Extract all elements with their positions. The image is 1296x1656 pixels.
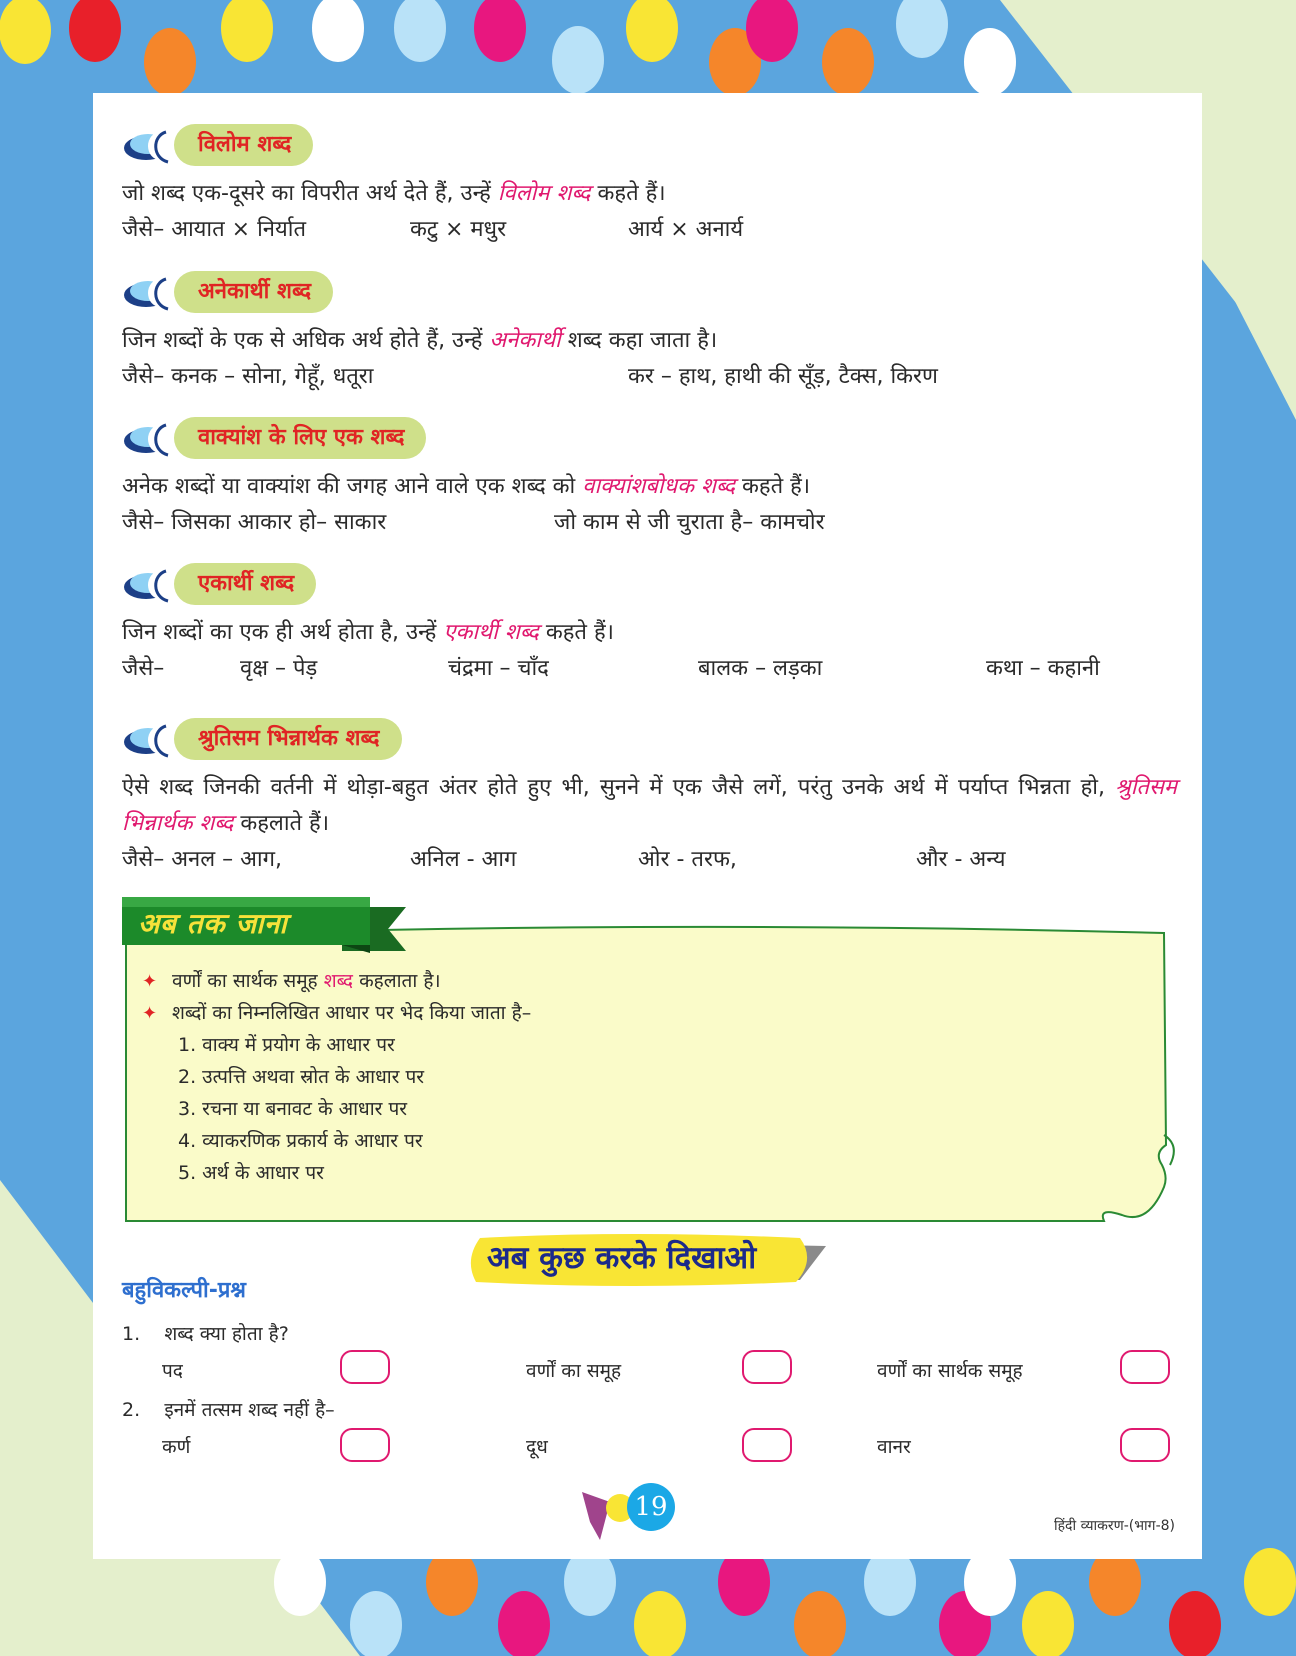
section-heading: वाक्यांश के लिए एक शब्द (174, 417, 426, 459)
example-item: चंद्रमा – चाँद (448, 656, 549, 681)
list-item: 2. उत्पत्ति अथवा स्रोत के आधार पर (178, 1066, 425, 1088)
section-shrutisam (122, 716, 1177, 878)
star-bullet-icon: ✦ (142, 1003, 158, 1024)
definition: जिन शब्दों के एक से अधिक अर्थ होते हैं, उन्हें अनेकार्थी शब्द कहा जाता है। (122, 328, 718, 353)
answer-checkbox[interactable] (742, 1428, 792, 1462)
examples-row (122, 505, 1177, 541)
page-number: 19 (627, 1483, 675, 1531)
highlight-term: शब्द (323, 970, 354, 992)
example-item: और - अन्य (916, 847, 1006, 872)
section-ekarthi (122, 561, 1177, 687)
example-item: जो काम से जी चुराता है– कामचोर (554, 510, 825, 535)
example-item: जैसे– (122, 656, 165, 681)
swoosh-icon (122, 722, 178, 758)
example-item: कर – हाथ, हाथी की सूँड़, टैक्स, किरण (628, 364, 938, 389)
highlight-term: एकार्थी शब्द (443, 620, 539, 645)
answer-checkbox[interactable] (1120, 1350, 1170, 1384)
example-item: जैसे– कनक – सोना, गेहूँ, धतूरा (122, 364, 374, 389)
question: 1. शब्द क्या होता है? (122, 1323, 289, 1345)
examples-row (122, 651, 1177, 687)
section-heading: अनेकार्थी शब्द (174, 271, 333, 313)
mcq-title: बहुविकल्पी-प्रश्न (122, 1278, 246, 1303)
list-item: 5. अर्थ के आधार पर (178, 1162, 324, 1184)
example-item: आर्य × अनार्य (628, 217, 744, 242)
swoosh-icon (122, 275, 178, 311)
option-label: दूध (526, 1436, 548, 1458)
example-item: बालक – लड़का (698, 656, 823, 681)
examples-row (122, 842, 1177, 878)
list-item: 3. रचना या बनावट के आधार पर (178, 1098, 408, 1120)
example-item: कटु × मधुर (410, 217, 507, 242)
example-item: कथा – कहानी (986, 656, 1100, 681)
swoosh-icon (122, 567, 178, 603)
summary-list (142, 965, 1142, 1189)
option-label: वर्णों का समूह (526, 1360, 622, 1382)
answer-checkbox[interactable] (340, 1350, 390, 1384)
activity-banner-title: अब कुछ करके दिखाओ (487, 1240, 757, 1276)
example-item: जैसे– आयात × निर्यात (122, 217, 306, 242)
example-item: वृक्ष – पेड़ (240, 656, 318, 681)
definition: जो शब्द एक-दूसरे का विपरीत अर्थ देते हैं, उन्हें विलोम शब्द कहते हैं। (122, 181, 666, 206)
list-item: 1. वाक्य में प्रयोग के आधार पर (178, 1034, 395, 1056)
example-item: ओर - तरफ, (638, 847, 737, 872)
list-item: ✦ शब्दों का निम्नलिखित आधार पर भेद किया जाता है– (142, 997, 1142, 1029)
definition: जिन शब्दों का एक ही अर्थ होता है, उन्हें एकार्थी शब्द कहते हैं। (122, 620, 614, 645)
example-item: जैसे– अनल – आग, (122, 847, 282, 872)
highlight-term: वाक्यांशबोधक शब्द (582, 474, 736, 499)
examples-row (122, 359, 1177, 395)
highlight-term: विलोम शब्द (497, 181, 591, 206)
star-bullet-icon: ✦ (142, 971, 158, 992)
example-item: अनिल - आग (410, 847, 517, 872)
definition: अनेक शब्दों या वाक्यांश की जगह आने वाले एक शब्द को वाक्यांशबोधक शब्द कहते हैं। (122, 474, 811, 499)
definition: ऐसे शब्द जिनकी वर्तनी में थोड़ा-बहुत अंतर होते हुए भी, सुनने में एक जैसे लगें, परंतु उनके अर्थ में पर्याप्त भिन्नता हो, श्रुतिसम भिन्नार्थक शब्द कहलाते हैं। (122, 775, 1177, 836)
section-anekarthi (122, 269, 1177, 395)
answer-checkbox[interactable] (340, 1428, 390, 1462)
list-item: 4. व्याकरणिक प्रकार्य के आधार पर (178, 1130, 423, 1152)
option-label: वानर (877, 1436, 911, 1458)
highlight-term: श्रुतिसम भिन्नार्थक शब्द (122, 775, 1177, 836)
footer-book-title: हिंदी व्याकरण-(भाग-8) (1054, 1518, 1175, 1534)
summary-title: अब तक जाना (138, 907, 288, 940)
section-heading: श्रुतिसम भिन्नार्थक शब्द (174, 718, 402, 760)
swoosh-icon (122, 421, 178, 457)
section-vakyansh (122, 415, 1177, 541)
examples-row (122, 212, 1177, 248)
section-heading: विलोम शब्द (174, 124, 313, 166)
example-item: जैसे– जिसका आकार हो– साकार (122, 510, 387, 535)
answer-checkbox[interactable] (742, 1350, 792, 1384)
answer-checkbox[interactable] (1120, 1428, 1170, 1462)
section-vilom (122, 122, 1177, 248)
top-dots (0, 0, 1016, 96)
highlight-term: अनेकार्थी (489, 328, 561, 353)
option-label: पद (162, 1360, 183, 1382)
bottom-dots (274, 1548, 1296, 1656)
option-label: कर्ण (162, 1436, 191, 1458)
question: 2. इनमें तत्सम शब्द नहीं है– (122, 1399, 335, 1421)
section-heading: एकार्थी शब्द (174, 563, 316, 605)
option-label: वर्णों का सार्थक समूह (877, 1360, 1023, 1382)
list-item: ✦ वर्णों का सार्थक समूह शब्द कहलाता है। (142, 965, 1142, 997)
swoosh-icon (122, 128, 178, 164)
